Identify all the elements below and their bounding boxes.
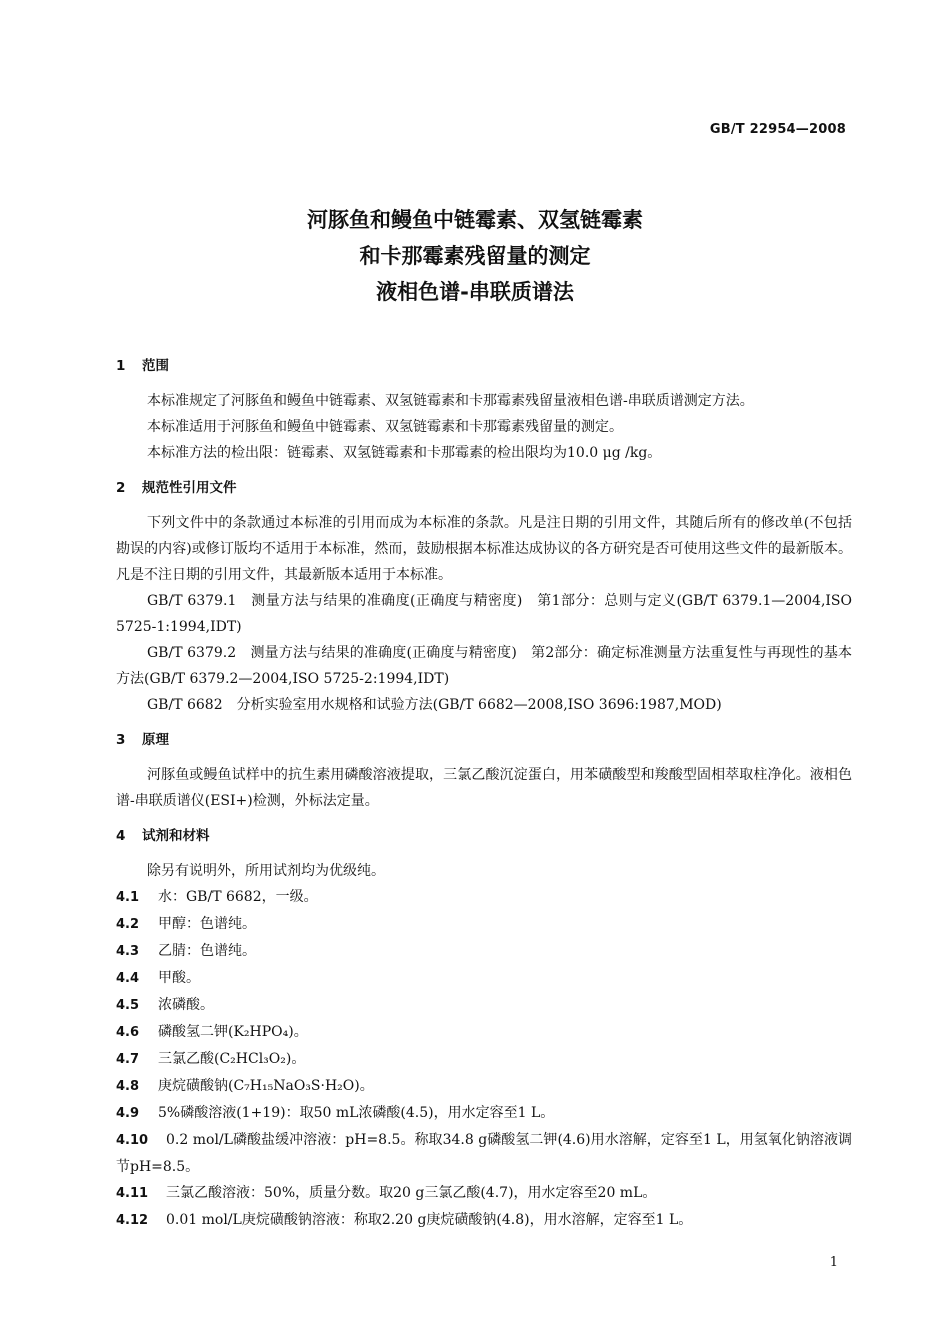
item-number: 4.7: [116, 1052, 140, 1067]
paragraph: 本标准方法的检出限：链霉素、双氢链霉素和卡那霉素的检出限均为10.0 μg /kg。: [147, 445, 662, 461]
paragraph: 本标准规定了河豚鱼和鳗鱼中链霉素、双氢链霉素和卡那霉素残留量液相色谱-串联质谱测定方法。: [147, 393, 754, 409]
item-number: 4.1: [116, 890, 140, 905]
item-number: 4.2: [116, 917, 140, 932]
item-text: 水：GB/T 6682，一级。: [158, 889, 318, 905]
section-title: 规范性引用文件: [142, 480, 237, 496]
item-text: 庚烷磺酸钠(C₇H₁₅NaO₃S·H₂O)。: [158, 1078, 374, 1094]
item-number: 4.9: [116, 1106, 140, 1121]
section-title: 原理: [142, 732, 169, 748]
item-number: 4.3: [116, 944, 140, 959]
item-number: 4.10: [116, 1133, 149, 1148]
paragraph: 除另有说明外，所用试剂均为优级纯。: [147, 863, 385, 879]
item-text: 甲酸。: [158, 970, 200, 986]
title-line-1: 河豚鱼和鳗鱼中链霉素、双氢链霉素: [307, 208, 643, 232]
list-item: [116, 1100, 852, 1127]
page-number: 1: [829, 1255, 838, 1270]
list-item: [116, 1046, 852, 1073]
section-title: 试剂和材料: [142, 828, 210, 844]
section-1-heading: [116, 354, 852, 374]
section-2-heading: [116, 476, 852, 496]
document-body: [116, 354, 852, 1234]
list-item: [116, 965, 852, 992]
list-item: [116, 1207, 852, 1234]
section-3-heading: [116, 728, 852, 748]
section-number: 1: [116, 358, 126, 374]
document-title: [0, 202, 950, 310]
standard-code: GB/T 22954—2008: [709, 122, 846, 137]
paragraph: 河豚鱼或鳗鱼试样中的抗生素用磷酸溶液提取，三氯乙酸沉淀蛋白，用苯磺酸型和羧酸型固相萃取柱净化。液相色谱-串联质谱仪(ESI+)检测，外标法定量。: [116, 767, 852, 809]
list-item: [116, 1073, 852, 1100]
normative-reference: GB/T 6379.2 测量方法与结果的准确度(正确度与精密度) 第2部分：确定标准测量方法重复性与再现性的基本方法(GB/T 6379.2—2004,ISO 5725-2:1994,IDT): [116, 645, 852, 687]
item-number: 4.6: [116, 1025, 140, 1040]
item-number: 4.12: [116, 1213, 149, 1228]
list-item: [116, 1127, 852, 1180]
title-line-3: 液相色谱-串联质谱法: [376, 280, 574, 304]
normative-reference: GB/T 6379.1 测量方法与结果的准确度(正确度与精密度) 第1部分：总则与定义(GB/T 6379.1—2004,ISO 5725-1:1994,IDT): [116, 593, 852, 635]
section-number: 2: [116, 480, 126, 496]
section-number: 3: [116, 732, 126, 748]
item-text: 0.2 mol/L磷酸盐缓冲溶液：pH=8.5。称取34.8 g磷酸氢二钾(4.6)用水溶解，定容至1 L，用氢氧化钠溶液调节pH=8.5。: [116, 1132, 852, 1175]
list-item: [116, 1180, 852, 1207]
item-number: 4.5: [116, 998, 140, 1013]
title-line-2: 和卡那霉素残留量的测定: [359, 244, 591, 268]
item-text: 甲醇：色谱纯。: [158, 916, 256, 932]
item-text: 0.01 mol/L庚烷磺酸钠溶液：称取2.20 g庚烷磺酸钠(4.8)，用水溶解，定容至1 L。: [166, 1212, 693, 1228]
item-text: 5%磷酸溶液(1+19)：取50 mL浓磷酸(4.5)，用水定容至1 L。: [158, 1105, 555, 1121]
section-number: 4: [116, 828, 126, 844]
list-item: [116, 938, 852, 965]
list-item: [116, 884, 852, 911]
list-item: [116, 911, 852, 938]
item-text: 三氯乙酸(C₂HCl₃O₂)。: [158, 1051, 306, 1067]
section-4-heading: [116, 824, 852, 844]
list-item: [116, 992, 852, 1019]
item-number: 4.8: [116, 1079, 140, 1094]
section-title: 范围: [142, 358, 169, 374]
item-text: 浓磷酸。: [158, 997, 214, 1013]
normative-reference: GB/T 6682 分析实验室用水规格和试验方法(GB/T 6682—2008,ISO 3696:1987,MOD): [147, 697, 722, 713]
paragraph: 下列文件中的条款通过本标准的引用而成为本标准的条款。凡是注日期的引用文件，其随后所有的修改单(不包括勘误的内容)或修订版均不适用于本标准，然而，鼓励根据本标准达成协议的各方研究是否可使用这些文件的最新版本。凡是不注日期的引用文件，其最新版本适用于本标准。: [116, 515, 852, 583]
paragraph: 本标准适用于河豚鱼和鳗鱼中链霉素、双氢链霉素和卡那霉素残留量的测定。: [147, 419, 623, 435]
list-item: [116, 1019, 852, 1046]
item-number: 4.11: [116, 1186, 149, 1201]
item-text: 乙腈：色谱纯。: [158, 943, 256, 959]
item-text: 磷酸氢二钾(K₂HPO₄)。: [158, 1024, 308, 1040]
item-text: 三氯乙酸溶液：50%，质量分数。取20 g三氯乙酸(4.7)，用水定容至20 mL。: [166, 1185, 657, 1201]
item-number: 4.4: [116, 971, 140, 986]
